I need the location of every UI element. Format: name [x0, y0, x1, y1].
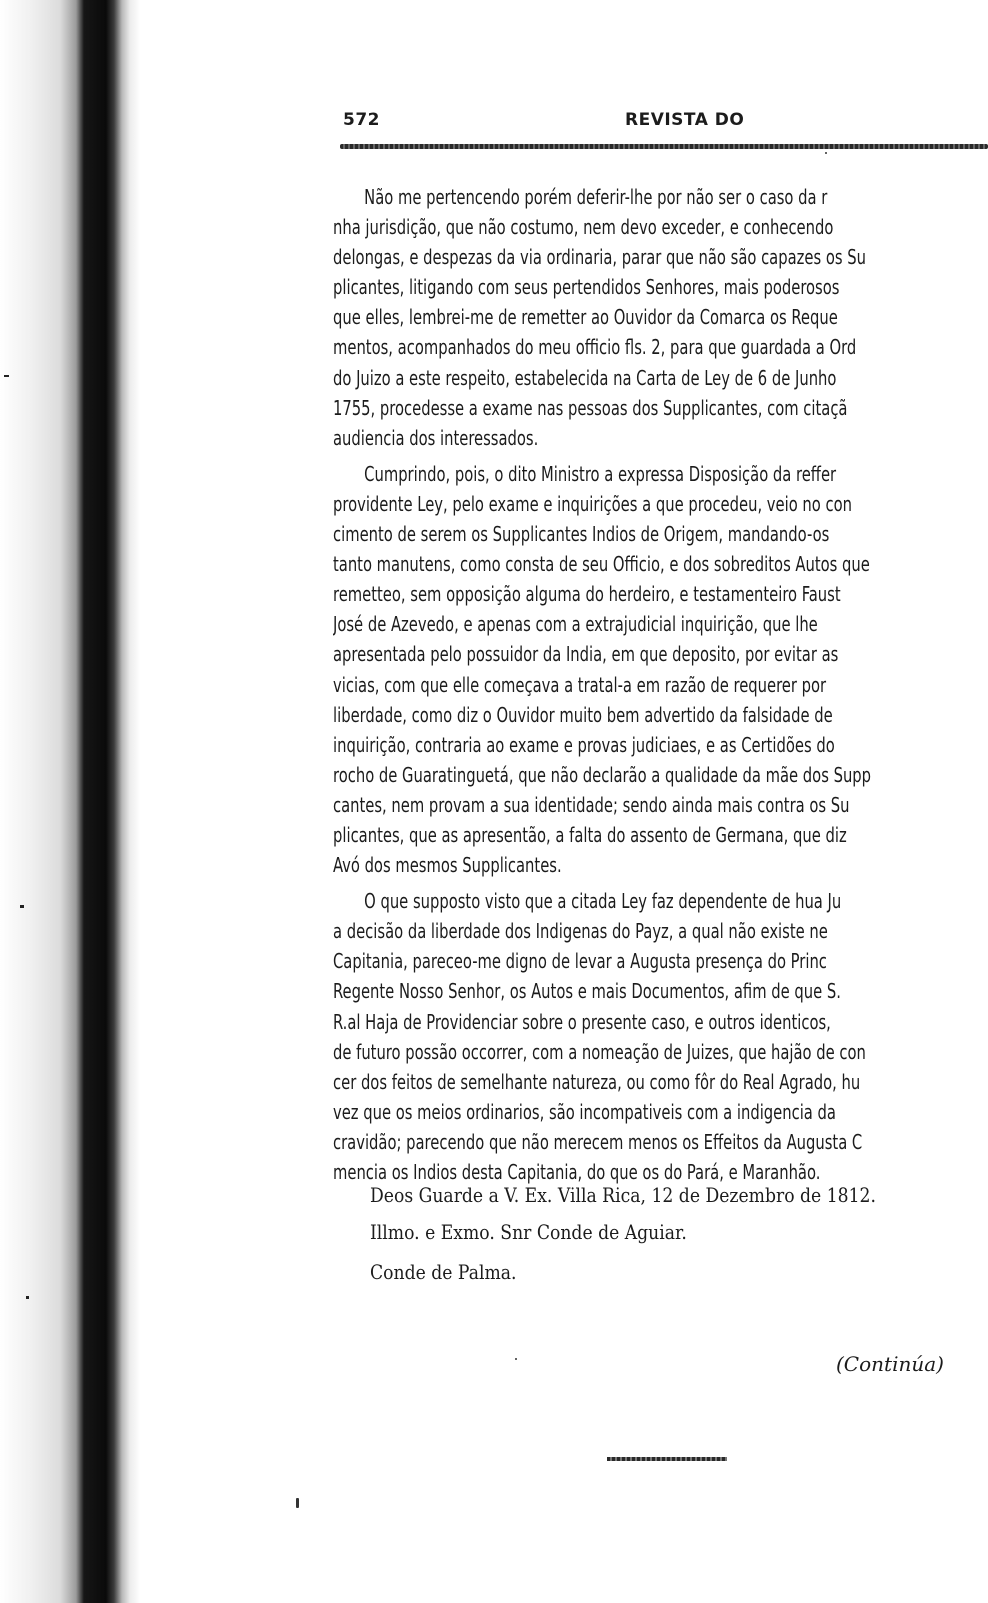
text-line: plicantes, litigando com seus pertendidos Senhores, mais poderosos	[333, 275, 840, 300]
text-line: Avó dos mesmos Supplicantes.	[333, 853, 562, 878]
continuation-note: (Continúa)	[836, 1352, 944, 1376]
text-line: do Juizo a este respeito, estabelecida na Carta de Ley de 6 de Junho	[333, 365, 837, 390]
text-line: cimento de serem os Supplicantes Indios de Origem, mandando-os	[333, 522, 830, 547]
text-line: nha jurisdição, que não costumo, nem devo exceder, e conhecendo	[333, 215, 834, 240]
text-line: Cumprindo, pois, o dito Ministro a expressa Disposição da reffer	[364, 461, 837, 486]
signature-line: Conde de Palma.	[370, 1260, 517, 1284]
text-line: providente Ley, pelo exame e inquirições a que procedeu, veio no con	[333, 491, 852, 516]
page-speck	[515, 1358, 517, 1360]
text-line: liberdade, como diz o Ouvidor muito bem advertido da falsidade de	[333, 702, 833, 727]
text-line: José de Azevedo, e apenas com a extrajudicial inquirição, que lhe	[333, 612, 818, 637]
text-line: plicantes, que as apresentão, a falta do assento de Germana, que diz	[333, 822, 847, 847]
closing-line: Deos Guarde a V. Ex. Villa Rica, 12 de Dezembro de 1812.	[370, 1183, 876, 1207]
body-text	[333, 182, 988, 1187]
text-line: Capitania, pareceo-me digno de levar a Augusta presença do Princ	[333, 949, 827, 974]
paragraph	[333, 459, 988, 880]
paragraph	[333, 886, 988, 1187]
text-line: rocho de Guaratinguetá, que não declarão a qualidade da mãe dos Supp	[333, 762, 872, 787]
text-line: tanto manutens, como consta de seu Officio, e dos sobreditos Autos que	[333, 552, 870, 577]
header-rule	[340, 144, 988, 149]
page-header	[343, 110, 988, 140]
text-line: cantes, nem provam a sua identidade; sendo ainda mais contra os Su	[333, 792, 850, 817]
paragraph	[333, 182, 988, 453]
text-line: inquirição, contraria ao exame e provas judiciaes, e as Certidões do	[333, 732, 835, 757]
text-line: mencia os Indios desta Capitania, do que os do Pará, e Maranhão.	[333, 1160, 821, 1184]
text-line: apresentada pelo possuidor da India, em que deposito, por evitar as	[333, 642, 839, 667]
text-line: O que supposto visto que a citada Ley faz dependente de hua Ju	[364, 889, 842, 914]
page-number: 572	[343, 110, 380, 130]
text-line: Não me pertencendo porém deferir-lhe por não ser o caso da r	[364, 185, 828, 209]
page-speck	[296, 1498, 299, 1508]
text-line: cravidão; parecendo que não merecem menos os Effeitos da Augusta C	[333, 1129, 863, 1154]
end-rule	[607, 1457, 727, 1461]
text-line: mentos, acompanhados do meu officio fls. 2, para que guardada a Ord	[333, 335, 857, 360]
text-line: delongas, e despezas da via ordinaria, parar que não são capazes os Su	[333, 245, 866, 270]
text-line: que elles, lembrei-me de remetter ao Ouvidor da Comarca os Reque	[333, 305, 838, 330]
text-line: 1755, procedesse a exame nas pessoas dos Supplicantes, com citaçã	[333, 395, 848, 420]
text-line: vez que os meios ordinarios, são incompativeis com a indigencia da	[333, 1099, 836, 1124]
text-line: Regente Nosso Senhor, os Autos e mais Documentos, afim de que S.	[333, 979, 841, 1004]
text-line: vicias, com que elle começava a tratal-a em razão de requerer por	[333, 672, 827, 697]
text-line: de futuro possão occorrer, com a nomeação de Juizes, que hajão de con	[333, 1039, 866, 1064]
text-line: audiencia dos interessados.	[333, 425, 539, 450]
addressee-line: Illmo. e Exmo. Snr Conde de Aguiar.	[370, 1220, 687, 1244]
running-title: REVISTA DO	[625, 110, 745, 130]
text-line: cer dos feitos de semelhante natureza, ou como fôr do Real Agrado, hu	[333, 1069, 861, 1094]
page-speck	[825, 152, 827, 154]
text-line: remetteo, sem opposição alguma do herdeiro, e testamenteiro Faust	[333, 582, 841, 607]
text-line: R.al Haja de Providenciar sobre o presente caso, e outros identicos,	[333, 1009, 831, 1034]
text-line: a decisão da liberdade dos Indigenas do Payz, a qual não existe ne	[333, 919, 828, 944]
